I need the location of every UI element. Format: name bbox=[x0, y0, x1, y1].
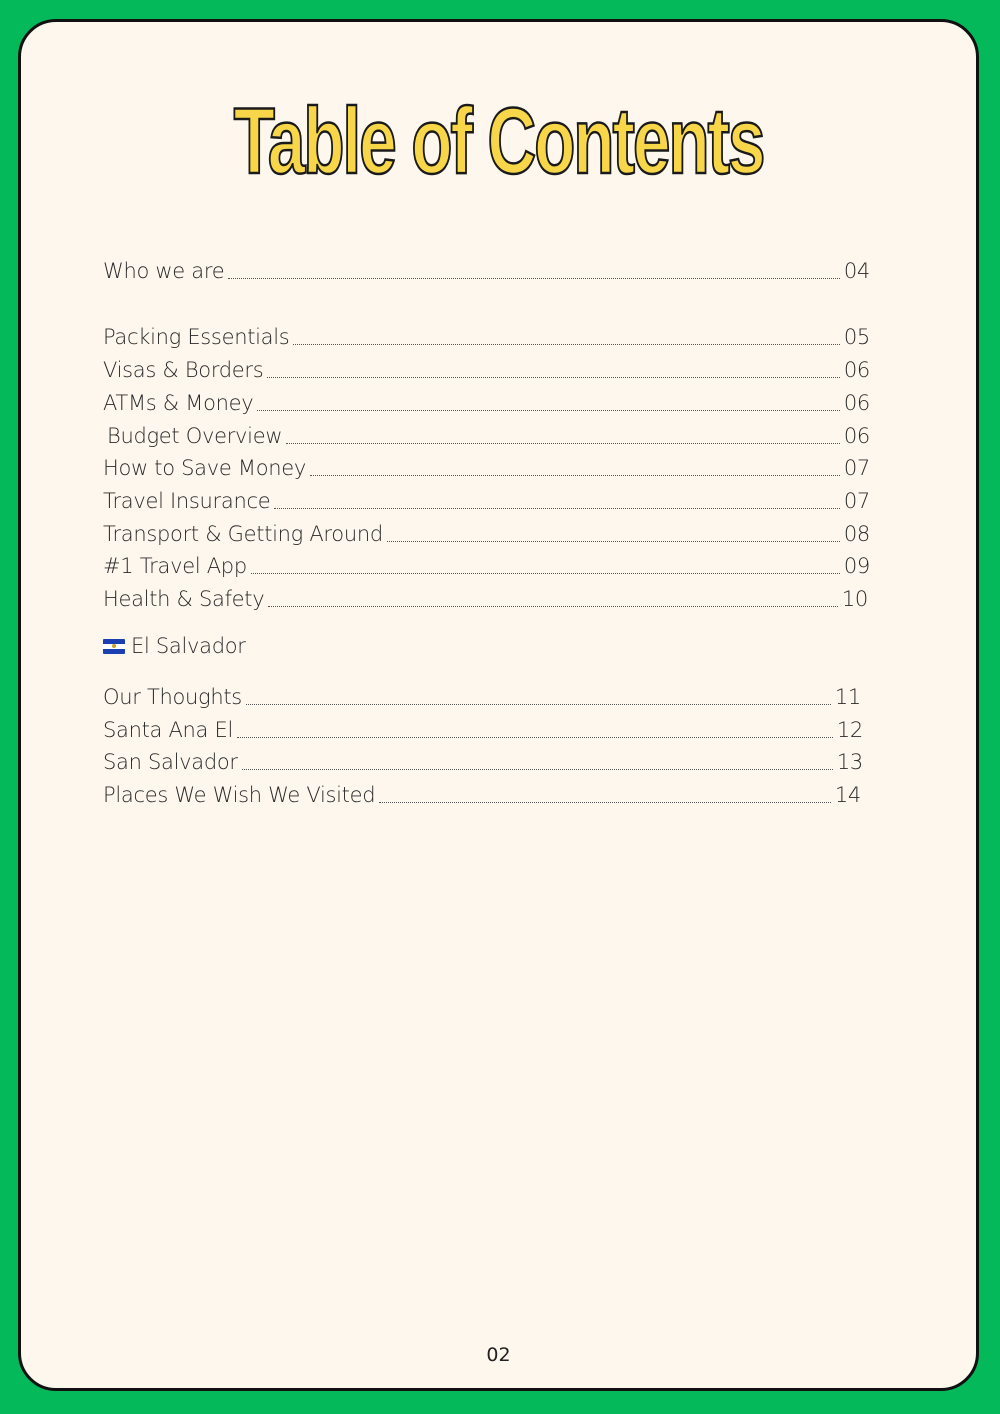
toc-entry-label: San Salvador bbox=[103, 750, 238, 774]
toc-entry-label: ATMs & Money bbox=[103, 391, 254, 415]
toc-entry-label: Transport & Getting Around bbox=[103, 522, 383, 546]
document-page bbox=[18, 19, 979, 1391]
toc-entry-label: Visas & Borders bbox=[103, 358, 264, 382]
dot-leader bbox=[379, 802, 831, 803]
toc-entry-page: 12 bbox=[836, 718, 863, 742]
toc-entry-page: 09 bbox=[843, 554, 870, 578]
toc-entry-label: How to Save Money bbox=[103, 456, 306, 480]
toc-entry[interactable] bbox=[103, 551, 870, 581]
toc-entry-page: 08 bbox=[843, 522, 870, 546]
toc-entry[interactable] bbox=[103, 355, 870, 385]
toc-entry-label: Our Thoughts bbox=[103, 685, 242, 709]
toc-entry-page: 06 bbox=[843, 358, 870, 382]
toc-entry-page: 14 bbox=[834, 783, 861, 807]
dot-leader bbox=[268, 606, 838, 607]
toc-entry[interactable] bbox=[103, 747, 863, 777]
toc-entry-label: Places We Wish We Visited bbox=[103, 783, 376, 807]
page-number: 02 bbox=[486, 1344, 511, 1366]
toc-entry[interactable] bbox=[103, 780, 861, 810]
toc-entry-label: Santa Ana El bbox=[103, 718, 234, 742]
toc-entry-page: 07 bbox=[843, 456, 870, 480]
dot-leader bbox=[286, 443, 840, 444]
page-title: Table of Contents bbox=[233, 88, 764, 193]
dot-leader bbox=[257, 410, 840, 411]
toc-entry-label: Travel Insurance bbox=[103, 489, 271, 513]
dot-leader bbox=[246, 704, 831, 705]
toc-entry[interactable] bbox=[103, 256, 870, 286]
toc-entry[interactable] bbox=[107, 421, 870, 451]
toc-entry[interactable] bbox=[103, 519, 870, 549]
toc-entry[interactable] bbox=[103, 453, 870, 483]
toc-entry-label: #1 Travel App bbox=[103, 554, 247, 578]
dot-leader bbox=[274, 508, 840, 509]
toc-entry[interactable] bbox=[103, 388, 870, 418]
el-salvador-flag-icon bbox=[103, 639, 125, 654]
toc-entry-page: 11 bbox=[834, 685, 861, 709]
country-section-heading[interactable] bbox=[103, 631, 246, 661]
toc-entry-label: Health & Safety bbox=[103, 587, 265, 611]
country-heading-label: El Salvador bbox=[131, 634, 246, 658]
toc-entry-label: Budget Overview bbox=[107, 424, 283, 448]
toc-entry-page: 04 bbox=[843, 259, 870, 283]
toc-entry[interactable] bbox=[103, 584, 868, 614]
dot-leader bbox=[293, 344, 839, 345]
toc-entry[interactable] bbox=[103, 322, 870, 352]
toc-entry-label: Packing Essentials bbox=[103, 325, 290, 349]
dot-leader bbox=[251, 573, 840, 574]
toc-entry-page: 06 bbox=[843, 424, 870, 448]
dot-leader bbox=[267, 377, 839, 378]
toc-entry[interactable] bbox=[103, 682, 861, 712]
toc-entry-page: 10 bbox=[841, 587, 868, 611]
dot-leader bbox=[228, 278, 840, 279]
toc-entry-page: 05 bbox=[843, 325, 870, 349]
toc-entry-label: Who we are bbox=[103, 259, 225, 283]
dot-leader bbox=[310, 475, 840, 476]
dot-leader bbox=[237, 737, 833, 738]
toc-entry-page: 07 bbox=[843, 489, 870, 513]
toc-entry[interactable] bbox=[103, 715, 863, 745]
dot-leader bbox=[387, 541, 840, 542]
toc-entry[interactable] bbox=[103, 486, 870, 516]
dot-leader bbox=[242, 769, 833, 770]
toc-entry-page: 13 bbox=[836, 750, 863, 774]
toc-entry-page: 06 bbox=[843, 391, 870, 415]
